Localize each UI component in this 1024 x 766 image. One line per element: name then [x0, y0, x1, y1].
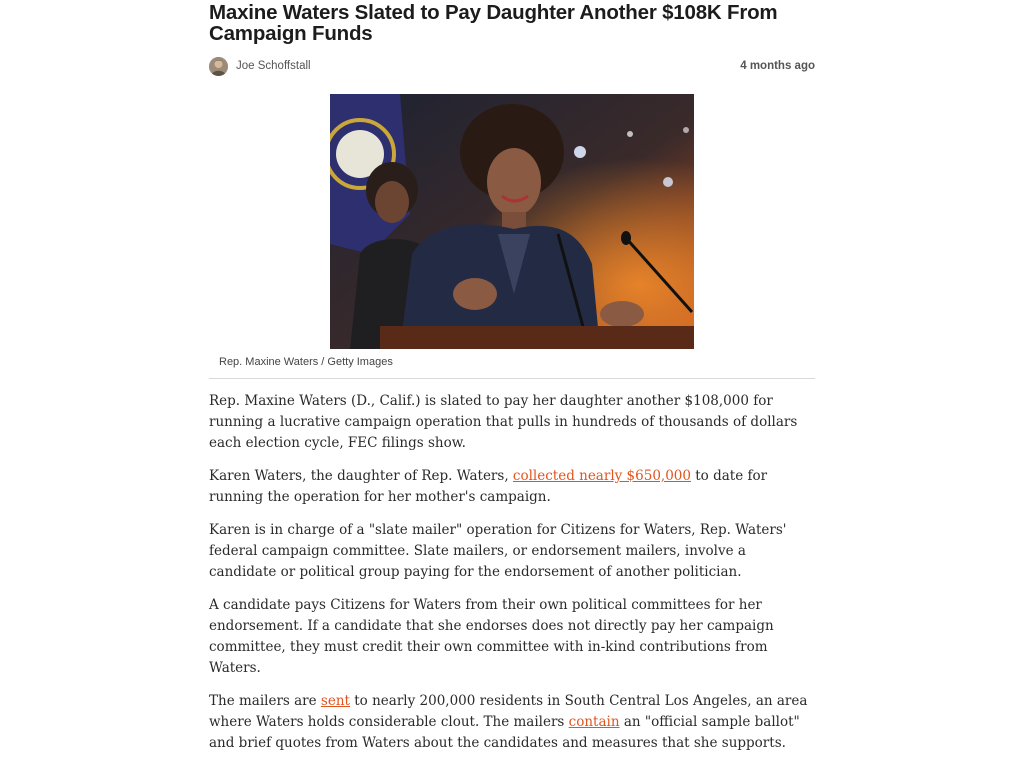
- author-name[interactable]: Joe Schoffstall: [236, 60, 311, 72]
- divider: [209, 378, 815, 379]
- article: [209, 0, 817, 751]
- collected-link[interactable]: collected nearly $650,000: [512, 468, 691, 484]
- paragraph-text: to nearly 200,000 residents in South Central Los Angeles, an area where Waters holds considerable clout. The mailers: [209, 693, 808, 730]
- paragraph: [209, 466, 817, 508]
- byline: [209, 56, 815, 76]
- author-block[interactable]: [209, 57, 311, 76]
- paragraph: [209, 691, 817, 754]
- paragraph-text: Karen Waters, the daughter of Rep. Waters,: [209, 468, 513, 484]
- contain-link[interactable]: contain: [568, 714, 620, 730]
- photo-illustration: [330, 94, 694, 349]
- paragraph: Rep. Maxine Waters (D., Calif.) is slated to pay her daughter another $108,000 for running a lucrative campaign operation that pulls in hundreds of thousands of dollars each election cycle, FEC filings show.: [209, 393, 798, 451]
- image-caption: Rep. Maxine Waters / Getty Images: [219, 356, 393, 368]
- timestamp: 4 months ago: [740, 60, 815, 72]
- sent-link[interactable]: sent: [320, 693, 350, 709]
- paragraph: Karen is in charge of a "slate mailer" operation for Citizens for Waters, Rep. Waters' federal campaign committee. Slate mailers, or endorsement mailers, involve a candidate or political group paying for the endorsement of another politician.: [209, 522, 787, 580]
- paragraph: A candidate pays Citizens for Waters from their own political committees for her endorsement. If a candidate that she endorses does not directly pay her campaign committee, they must credit their own committee with in-kind contributions from Waters.: [209, 597, 774, 676]
- paragraph-text: The mailers are: [209, 693, 321, 709]
- avatar-image: [209, 57, 228, 76]
- article-image: [330, 94, 694, 349]
- paragraph-text: an "official sample ballot" and brief quotes from Waters about the candidates and measures that she supports.: [209, 714, 800, 751]
- article-body: [209, 391, 817, 766]
- author-avatar[interactable]: [209, 57, 228, 76]
- paragraph-text: to date for running the operation for her mother's campaign.: [209, 468, 768, 505]
- headline: Maxine Waters Slated to Pay Daughter Another $108K From Campaign Funds: [209, 1, 778, 45]
